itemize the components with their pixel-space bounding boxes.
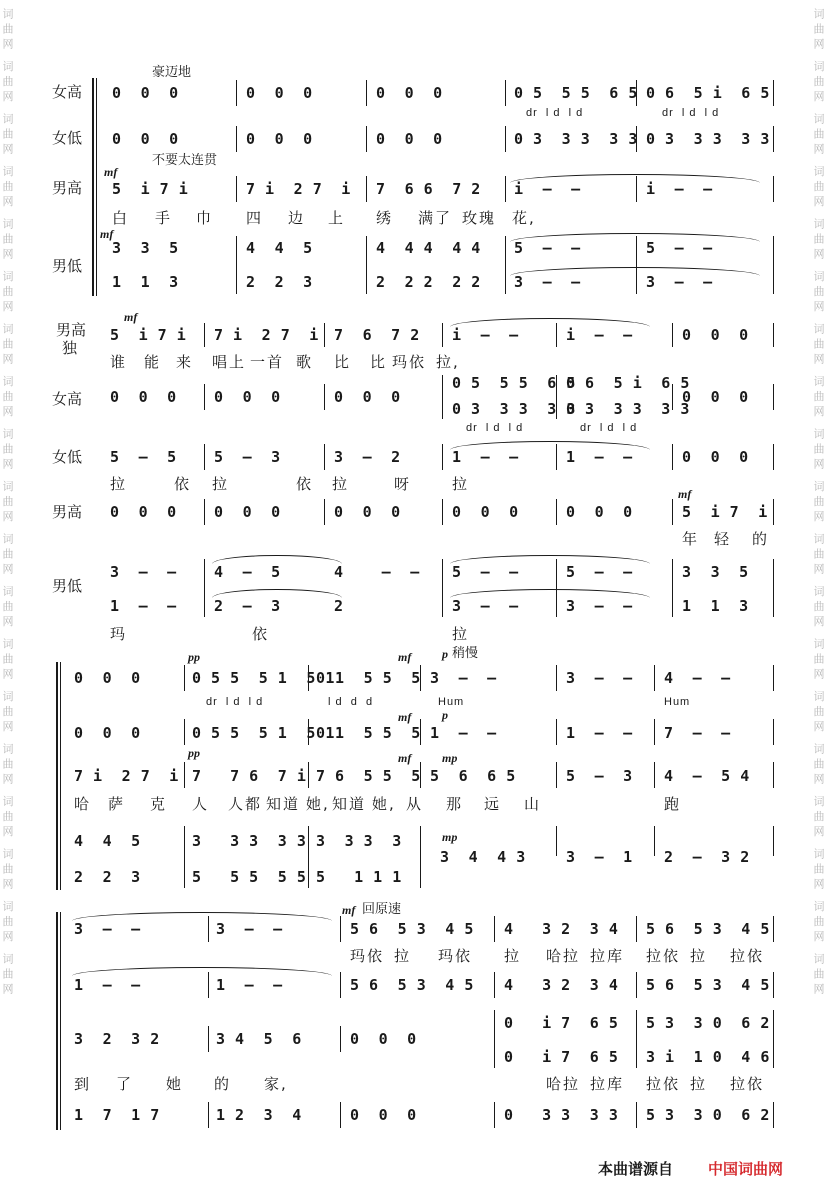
tenor-lower-measure: 3 i 1 0 4 6	[646, 1048, 770, 1066]
soprano-measure: 0 5 5 5 6 5	[452, 374, 576, 392]
bass-lower-measure: 2 – 3	[214, 597, 281, 615]
lyric: 了	[116, 1075, 134, 1093]
bass-measure: 5 3 3 0 6 2	[646, 1106, 770, 1124]
soprano-measure: 0 0 0	[246, 84, 313, 102]
part-label-bass: 男低	[52, 577, 83, 595]
hum-syllable: Hum	[664, 696, 691, 708]
lyric: 拉	[332, 475, 350, 493]
alto-measure: 0 3 3 3 3 3	[646, 130, 770, 148]
bass-lower-measure: 2 2 2 2 2	[376, 273, 481, 291]
lyric: 能	[144, 353, 162, 371]
lyric: 她,	[306, 795, 330, 813]
tenor-measure: i – –	[646, 180, 713, 198]
lyric: 依	[174, 475, 192, 493]
alto-measure: 0 0 0	[246, 130, 313, 148]
lyric: 萨	[108, 795, 126, 813]
dynamic-mark: mf	[124, 310, 138, 324]
tenor-measure: 0 0 0	[566, 503, 633, 521]
soprano-measure: 0 0 0	[334, 388, 401, 406]
lyric: 哈	[74, 795, 92, 813]
solfa-syllables: l d d d	[328, 696, 374, 708]
lyric: 拉依	[730, 1075, 765, 1093]
alto-measure: 0 0 0	[112, 130, 179, 148]
alto-measure: 0 1 5 5 5	[316, 724, 421, 742]
bass-upper-measure: 3 4 4 3	[440, 848, 526, 866]
soprano-measure: 0 0 0	[74, 669, 141, 687]
bass-upper-measure: 3 3 5	[682, 563, 749, 581]
expression-mark: 不要太连贯	[152, 153, 218, 168]
solo-measure: 7 6 7 2	[334, 326, 420, 344]
tenor-measure: 0 0 0	[110, 503, 177, 521]
dynamic-mark: mf	[398, 650, 412, 664]
watermark-right: 词曲网 词曲网 词曲网 词曲网 词曲网 词曲网 词曲网 词曲网 词曲网 词曲网 词曲网 词曲网 词曲网 词曲网 词曲网 词曲网 词曲网 词曲网 词曲网	[812, 8, 825, 998]
alto-measure: 1 – –	[452, 448, 519, 466]
lyric: 拉依	[646, 1075, 681, 1093]
lyric: 人都	[228, 795, 263, 813]
tenor-measure: 5 3 3 0 6 2	[646, 1014, 770, 1032]
bass-upper-measure: 2 – 3 2	[664, 848, 750, 866]
lyric: 的	[752, 530, 770, 548]
bass-upper-measure: 4 – –	[334, 563, 420, 581]
lyric: 家,	[264, 1075, 288, 1093]
lyric: 年	[682, 530, 700, 548]
lyric: 一首	[250, 353, 285, 371]
lyric: 拉	[110, 475, 128, 493]
lyric: 玛依	[438, 947, 473, 965]
dynamic-mark: p	[442, 647, 448, 661]
part-label-solo: 独	[62, 339, 78, 357]
lyric: 呀	[394, 475, 412, 493]
tenor-measure: 7 i 2 7 i	[74, 767, 179, 785]
alto-measure: 7 – –	[664, 724, 731, 742]
bass-upper-measure: 4 – 5	[214, 563, 281, 581]
soprano-measure: 0 0 0	[376, 84, 443, 102]
lyric: 巾	[196, 209, 214, 227]
lyric: 四	[246, 209, 264, 227]
solfa-syllables: dr l d l d	[662, 107, 720, 119]
bass-lower-measure: 1 1 3	[682, 597, 749, 615]
solfa-syllables: dr l d l d	[526, 107, 584, 119]
lyric: 绣	[376, 209, 394, 227]
tenor-measure: 4 – 5 4	[664, 767, 750, 785]
alto-measure: 1 – –	[566, 448, 633, 466]
solfa-syllables: dr l d l d	[466, 422, 524, 434]
soprano-measure: 4 – –	[664, 669, 731, 687]
bass-lower-measure: 3 – –	[514, 273, 581, 291]
soprano-measure: 0 0 0	[112, 84, 179, 102]
bass-upper-measure: 5 – –	[452, 563, 519, 581]
bass-lower-measure: 3 – –	[646, 273, 713, 291]
dynamic-mark: mf	[342, 903, 356, 917]
part-label-soprano: 女高	[52, 83, 83, 101]
soprano-measure: 5 6 5 3 4 5	[646, 920, 770, 938]
alto-measure: 0 0 0	[682, 448, 749, 466]
alto-measure: 4 3 2 3 4	[504, 976, 619, 994]
tenor-measure: 7 6 5 5 5	[316, 767, 421, 785]
lyric: 玫瑰	[462, 209, 497, 227]
tempo-mark: 回原速	[362, 902, 402, 917]
watermark-left: 词曲网 词曲网 词曲网 词曲网 词曲网 词曲网 词曲网 词曲网 词曲网 词曲网 词曲网 词曲网 词曲网 词曲网 词曲网 词曲网 词曲网 词曲网 词曲网	[1, 8, 14, 998]
bass-lower-measure: 2	[334, 597, 344, 615]
alto-measure: 5 – 3	[214, 448, 281, 466]
bass-lower-measure: 1 1 3	[112, 273, 179, 291]
lyric: 人	[192, 795, 210, 813]
tenor-measure: 0 0 0	[214, 503, 281, 521]
lyric: 她	[166, 1075, 184, 1093]
lyric: 唱上	[212, 353, 247, 371]
soprano-measure: 5 6 5 3 4 5	[350, 920, 474, 938]
soprano-measure: 0 5 5 5 1 5 1	[192, 669, 335, 687]
lyric: 拉	[394, 947, 412, 965]
tempo-mark: 豪迈地	[152, 65, 192, 80]
lyric: 白	[112, 209, 130, 227]
lyric: 比	[334, 353, 352, 371]
bass-measure: 0 0 0	[350, 1106, 417, 1124]
bass-upper-measure: 3 3 5	[112, 239, 179, 257]
part-label-tenor: 男高	[52, 179, 83, 197]
tenor-measure: 5 – 3	[566, 767, 633, 785]
lyric: 轻	[714, 530, 732, 548]
tempo-mark: 稍慢	[452, 646, 479, 661]
bass-upper-measure: 5 – –	[566, 563, 633, 581]
solo-measure: i – –	[452, 326, 519, 344]
solo-measure: i – –	[566, 326, 633, 344]
soprano-lower-measure: 0 3 3 3 3 3	[452, 400, 576, 418]
alto-measure: 3 – 2	[334, 448, 401, 466]
lyric: 玛	[110, 625, 128, 643]
soprano-measure: 0 6 5 i 6 5	[566, 374, 690, 392]
dynamic-mark: p	[442, 708, 448, 722]
alto-measure: 0 3 3 3 3 3	[514, 130, 638, 148]
lyric: 哈拉	[546, 947, 581, 965]
lyric: 到	[74, 1075, 92, 1093]
bass-upper-measure: 5 – –	[514, 239, 581, 257]
bass-lower-measure: 3 – –	[452, 597, 519, 615]
soprano-measure: 0 1 5 5 5	[316, 669, 421, 687]
tenor-measure: 5 i 7 i	[682, 503, 768, 521]
part-label-bass: 男低	[52, 257, 83, 275]
lyric: 花,	[512, 209, 536, 227]
lyric: 那	[446, 795, 464, 813]
tenor-measure: 3 4 5 6	[216, 1030, 302, 1048]
lyric: 拉库	[590, 1075, 625, 1093]
lyric: 边	[288, 209, 306, 227]
soprano-measure: 0 0 0	[110, 388, 177, 406]
solo-measure: 7 i 2 7 i	[214, 326, 319, 344]
lyric: 拉,	[436, 353, 460, 371]
alto-measure: 0 5 5 5 1 5 1	[192, 724, 335, 742]
dynamic-mark: mp	[442, 830, 458, 844]
dynamic-mark: mf	[104, 165, 118, 179]
bass-upper-measure: 4 4 5	[74, 832, 141, 850]
bass-lower-measure: 5 1 1 1	[316, 868, 402, 886]
lyric: 哈拉	[546, 1075, 581, 1093]
soprano-measure: 0 0 0	[214, 388, 281, 406]
site-name: 中国词曲网	[708, 1160, 784, 1178]
bass-lower-measure: 2 2 3	[74, 868, 141, 886]
tenor-measure: 7 7 6 7 i	[192, 767, 307, 785]
lyric: 歌	[296, 353, 314, 371]
soprano-measure: 0 5 5 5 6 5	[514, 84, 638, 102]
dynamic-mark: mf	[398, 710, 412, 724]
lyric: 远	[484, 795, 502, 813]
lyric: 山	[524, 795, 542, 813]
alto-measure: 5 – 5	[110, 448, 177, 466]
bass-upper-measure: 3 3 3 3 3	[192, 832, 307, 850]
dynamic-mark: mf	[398, 751, 412, 765]
tenor-measure: 7 i 2 7 i	[246, 180, 351, 198]
bass-lower-measure: 5 5 5 5 5	[192, 868, 307, 886]
lyric: 拉	[452, 475, 470, 493]
bass-lower-measure: 3 – –	[566, 597, 633, 615]
part-label-soprano: 女高	[52, 390, 83, 408]
source-credit: 本曲谱源自	[598, 1160, 674, 1178]
lyric: 谁	[110, 353, 128, 371]
part-label-alto: 女低	[52, 448, 83, 466]
bass-upper-measure: 5 – –	[646, 239, 713, 257]
dynamic-mark: mf	[678, 487, 692, 501]
lyric: 知道	[266, 795, 301, 813]
lyric: 玛依	[392, 353, 427, 371]
bass-upper-measure: 4 4 4 4 4	[376, 239, 481, 257]
lyric: 她,	[372, 795, 396, 813]
bass-upper-measure: 4 4 5	[246, 239, 313, 257]
lyric: 从	[406, 795, 424, 813]
soprano-measure: 3 – –	[74, 920, 141, 938]
lyric: 知道	[332, 795, 367, 813]
lyric: 拉库	[590, 947, 625, 965]
alto-measure: 5 6 5 3 4 5	[646, 976, 770, 994]
bass-upper-measure: 3 3 3 3	[316, 832, 402, 850]
tenor-measure: 7 6 6 7 2	[376, 180, 481, 198]
soprano-measure: 4 3 2 3 4	[504, 920, 619, 938]
part-label-tenor-solo: 男高	[56, 321, 87, 339]
tenor-measure: 0 0 0	[350, 1030, 417, 1048]
bass-lower-measure: 2 2 3	[246, 273, 313, 291]
lyric: 拉	[452, 625, 470, 643]
solfa-syllables: dr l d l d	[206, 696, 264, 708]
soprano-measure: 3 – –	[216, 920, 283, 938]
tenor-measure: 0 0 0	[452, 503, 519, 521]
lyric: 玛依	[350, 947, 385, 965]
bass-measure: 1 2 3 4	[216, 1106, 302, 1124]
alto-measure: 1 – –	[566, 724, 633, 742]
lyric: 克	[150, 795, 168, 813]
alto-measure: 0 0 0	[74, 724, 141, 742]
tenor-lower-measure: 0 i 7 6 5	[504, 1048, 619, 1066]
soprano-lower-measure: 0 3 3 3 3 3	[566, 400, 690, 418]
soprano-measure: 0 6 5 i 6 5	[646, 84, 770, 102]
lyric: 拉依	[646, 947, 681, 965]
tenor-measure: 5 i 7 i	[112, 180, 189, 198]
bass-upper-measure: 3 – 1	[566, 848, 633, 866]
lyric: 的	[214, 1075, 232, 1093]
lyric: 上	[328, 209, 346, 227]
lyric: 跑	[664, 795, 682, 813]
alto-measure: 1 – –	[74, 976, 141, 994]
tenor-measure: 5 6 6 5	[430, 767, 516, 785]
lyric: 拉依	[730, 947, 765, 965]
lyric: 依	[296, 475, 314, 493]
tenor-measure: 0 i 7 6 5	[504, 1014, 619, 1032]
lyric: 依	[252, 625, 270, 643]
solo-measure: 5 i 7 i	[110, 326, 187, 344]
lyric: 满了	[418, 209, 453, 227]
dynamic-mark: mf	[100, 227, 114, 241]
hum-syllable: Hum	[438, 696, 465, 708]
alto-measure: 0 0 0	[376, 130, 443, 148]
alto-measure: 1 – –	[216, 976, 283, 994]
bass-measure: 1 7 1 7	[74, 1106, 160, 1124]
lyric: 拉	[212, 475, 230, 493]
soprano-measure: 0 0 0	[682, 388, 749, 406]
alto-measure: 1 – –	[430, 724, 497, 742]
lyric: 拉	[504, 947, 522, 965]
tenor-measure: i – –	[514, 180, 581, 198]
bass-measure: 0 3 3 3 3	[504, 1106, 619, 1124]
lyric: 拉	[690, 947, 708, 965]
dynamic-mark: mp	[442, 751, 458, 765]
lyric: 拉	[690, 1075, 708, 1093]
tenor-measure: 0 0 0	[334, 503, 401, 521]
part-label-tenor: 男高	[52, 503, 83, 521]
soprano-measure: 3 – –	[430, 669, 497, 687]
tenor-measure: 3 2 3 2	[74, 1030, 160, 1048]
lyric: 手	[155, 209, 173, 227]
soprano-measure: 3 – –	[566, 669, 633, 687]
part-label-alto: 女低	[52, 129, 83, 147]
dynamic-mark: pp	[188, 650, 200, 664]
solo-measure: 0 0 0	[682, 326, 749, 344]
alto-measure: 5 6 5 3 4 5	[350, 976, 474, 994]
lyric: 来	[176, 353, 194, 371]
lyric: 比	[370, 353, 388, 371]
dynamic-mark: pp	[188, 746, 200, 760]
bass-lower-measure: 1 – –	[110, 597, 177, 615]
bass-upper-measure: 3 – –	[110, 563, 177, 581]
solfa-syllables: dr l d l d	[580, 422, 638, 434]
